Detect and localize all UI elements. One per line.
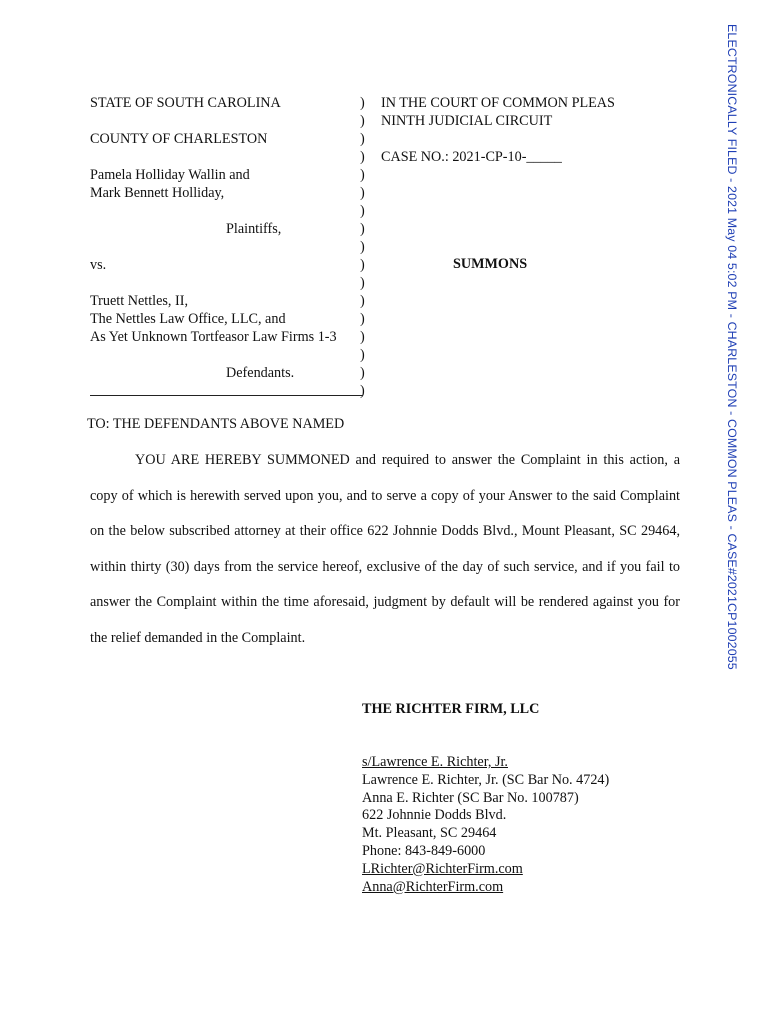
paren: ) bbox=[360, 221, 365, 237]
paren: ) bbox=[360, 167, 365, 183]
paren: ) bbox=[360, 113, 365, 129]
electronic-signature: s/Lawrence E. Richter, Jr. bbox=[362, 754, 508, 770]
paren: ) bbox=[360, 149, 365, 165]
case-number: CASE NO.: 2021-CP-10-_____ bbox=[381, 149, 562, 165]
defendant-line-2: The Nettles Law Office, LLC, and bbox=[90, 311, 286, 327]
paren: ) bbox=[360, 329, 365, 345]
paren: ) bbox=[360, 293, 365, 309]
addressee-line: TO: THE DEFENDANTS ABOVE NAMED bbox=[87, 416, 345, 432]
defendant-line-1: Truett Nettles, II, bbox=[90, 293, 188, 309]
case-caption-parties bbox=[90, 94, 360, 382]
paren: ) bbox=[360, 347, 365, 363]
blank-line bbox=[90, 274, 360, 292]
court-name: IN THE COURT OF COMMON PLEAS bbox=[381, 95, 615, 111]
paren: ) bbox=[360, 239, 365, 255]
attorney-1: Lawrence E. Richter, Jr. (SC Bar No. 4724) bbox=[362, 771, 610, 788]
paren: ) bbox=[360, 383, 365, 399]
email-link-2[interactable]: Anna@RichterFirm.com bbox=[362, 878, 504, 895]
paren: ) bbox=[360, 365, 365, 381]
defendants-role: Defendants. bbox=[226, 365, 295, 381]
filing-stamp-text: ELECTRONICALLY FILED - 2021 May 04 5:02 PM - CHARLESTON - COMMON PLEAS - CASE#2021CP1002055 bbox=[725, 24, 739, 670]
attorney-2: Anna E. Richter (SC Bar No. 100787) bbox=[362, 789, 579, 806]
document-title: SUMMONS bbox=[453, 256, 528, 272]
paren: ) bbox=[360, 131, 365, 147]
city-address: Mt. Pleasant, SC 29464 bbox=[362, 825, 497, 842]
paren: ) bbox=[360, 275, 365, 291]
blank-line bbox=[90, 202, 360, 220]
blank-line bbox=[90, 148, 360, 166]
blank-line bbox=[90, 112, 360, 130]
plaintiffs-role: Plaintiffs, bbox=[226, 221, 282, 237]
signature-block bbox=[362, 754, 609, 896]
summons-body: YOU ARE HEREBY SUMMONED and required to answer the Complaint in this action, a copy of which is herewith served upon you, and to serve a copy of your Answer to the said Complaint on the below subscribed attorney at their office 622 Johnnie Dodds Blvd., Mount Pleasant, SC 29464, within thirty (30) days from the service hereof, exclusive of the day of such service, and if you fail to answer the Complaint within the time aforesaid, judgment by default will be rendered against you for the relief demanded in the Complaint. bbox=[90, 452, 680, 646]
blank-line bbox=[381, 130, 681, 148]
state-line: STATE OF SOUTH CAROLINA bbox=[90, 95, 281, 111]
firm-name: THE RICHTER FIRM, LLC bbox=[362, 701, 540, 717]
defendant-line-3: As Yet Unknown Tortfeasor Law Firms 1-3 bbox=[90, 329, 337, 345]
paren: ) bbox=[360, 95, 365, 111]
plaintiff-line-2: Mark Bennett Holliday, bbox=[90, 185, 225, 201]
blank-line bbox=[90, 238, 360, 256]
blank-line bbox=[90, 346, 360, 364]
county-line: COUNTY OF CHARLESTON bbox=[90, 131, 268, 147]
street-address: 622 Johnnie Dodds Blvd. bbox=[362, 807, 507, 824]
caption-rule bbox=[90, 395, 363, 396]
circuit-name: NINTH JUDICIAL CIRCUIT bbox=[381, 113, 553, 129]
email-link-1[interactable]: LRichter@RichterFirm.com bbox=[362, 860, 523, 877]
paren: ) bbox=[360, 185, 365, 201]
phone-number: Phone: 843-849-6000 bbox=[362, 842, 486, 859]
court-info bbox=[381, 94, 681, 166]
paren: ) bbox=[360, 203, 365, 219]
caption-divider bbox=[360, 94, 370, 400]
versus-line: vs. bbox=[90, 257, 107, 273]
filing-stamp bbox=[722, 24, 742, 686]
paren: ) bbox=[360, 311, 365, 327]
paren: ) bbox=[360, 257, 365, 273]
plaintiff-line-1: Pamela Holliday Wallin and bbox=[90, 167, 250, 183]
